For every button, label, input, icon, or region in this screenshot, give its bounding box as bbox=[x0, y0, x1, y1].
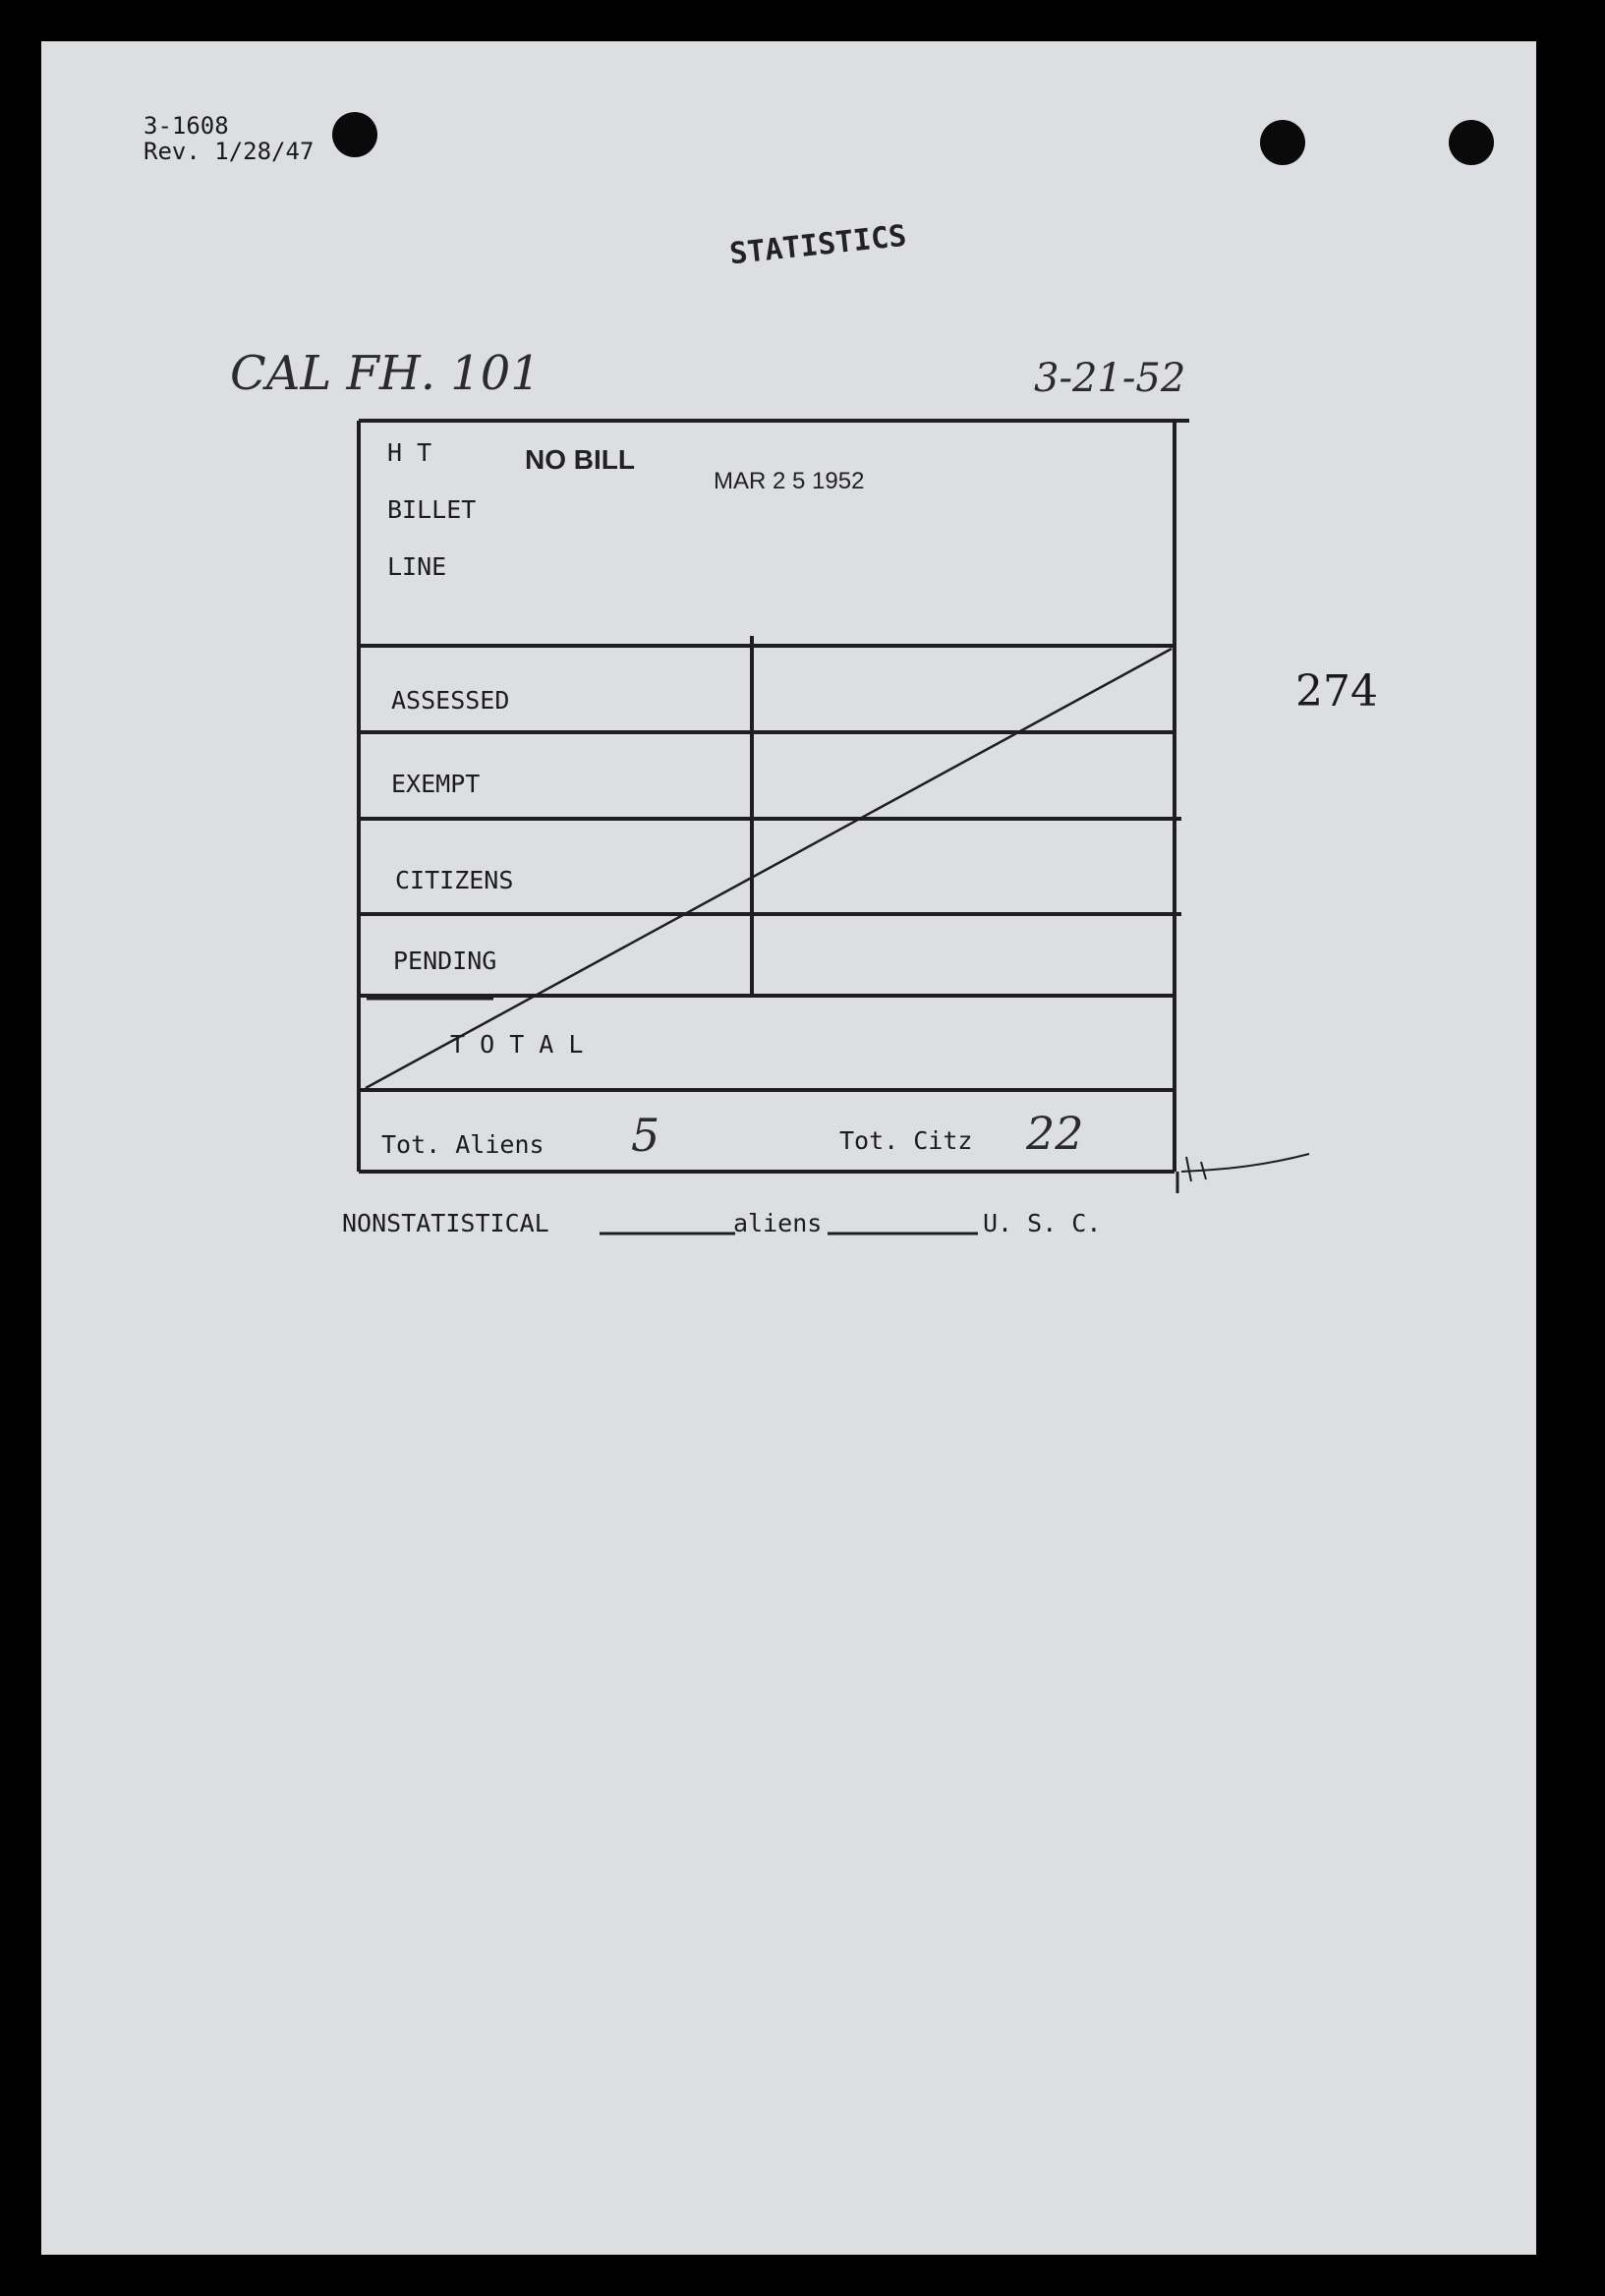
tot-aliens-value: 5 bbox=[631, 1109, 660, 1162]
usc-label: U. S. C. bbox=[983, 1209, 1102, 1237]
date-stamp: MAR 2 5 1952 bbox=[714, 468, 865, 494]
form-number: 3-1608 bbox=[143, 112, 229, 140]
exempt-label: EXEMPT bbox=[391, 770, 481, 798]
form-revision: Rev. 1/28/47 bbox=[143, 138, 315, 165]
assessed-label: ASSESSED bbox=[391, 686, 510, 715]
statistics-stamp: STATISTICS bbox=[727, 218, 908, 272]
no-bill-stamp: NO BILL bbox=[525, 444, 635, 475]
ht-label: H T bbox=[387, 438, 432, 467]
citizens-label: CITIZENS bbox=[395, 866, 514, 894]
billet-label: BILLET bbox=[387, 495, 477, 524]
document-page bbox=[41, 41, 1536, 2255]
statistics-table-frame bbox=[41, 41, 1536, 2255]
line-label: LINE bbox=[387, 552, 447, 581]
manifest-date: 3-21-52 bbox=[1034, 356, 1186, 401]
nonstatistical-label: NONSTATISTICAL bbox=[342, 1209, 549, 1237]
tot-citizens-label: Tot. Citz bbox=[839, 1126, 973, 1155]
pending-label: PENDING bbox=[393, 947, 497, 975]
ship-code: CAL FH. 101 bbox=[230, 346, 541, 401]
tot-aliens-label: Tot. Aliens bbox=[381, 1130, 545, 1159]
side-number: 274 bbox=[1295, 666, 1378, 717]
tot-citizens-value: 22 bbox=[1026, 1107, 1084, 1160]
total-label: T O T A L bbox=[450, 1030, 584, 1059]
aliens-label: aliens bbox=[733, 1209, 823, 1237]
